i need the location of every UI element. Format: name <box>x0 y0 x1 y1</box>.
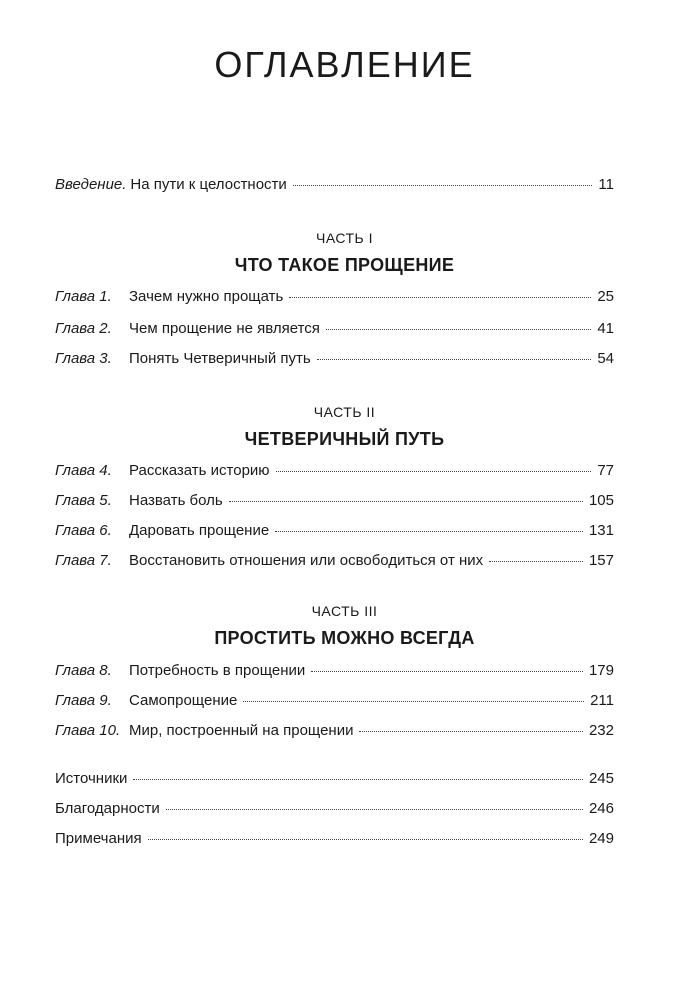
chapter-title: Мир, построенный на прощении <box>129 722 354 739</box>
chapter-title: Самопрощение <box>129 692 238 709</box>
toc-entry-chapter-9[interactable] <box>55 692 614 714</box>
dot-leader <box>293 184 593 186</box>
page-number: 41 <box>597 320 614 337</box>
toc-entry-chapter-8[interactable] <box>55 662 614 684</box>
toc-entry-chapter-5[interactable] <box>55 492 614 514</box>
chapter-title: Рассказать историю <box>129 462 270 479</box>
intro-title: На пути к целостности <box>130 176 287 193</box>
page-number: 249 <box>588 830 614 847</box>
dot-leader <box>148 838 583 840</box>
intro-label: Введение. <box>55 176 127 193</box>
page-number: 105 <box>588 492 614 509</box>
chapter-label: Глава 5. <box>55 492 112 509</box>
part-1-title: ЧТО ТАКОЕ ПРОЩЕНИЕ <box>234 255 455 275</box>
dot-leader <box>133 778 583 780</box>
page-number: 246 <box>588 800 614 817</box>
toc-entry-chapter-6[interactable] <box>55 522 614 544</box>
toc-entry-acknowledgements[interactable] <box>55 800 614 822</box>
page-number: 232 <box>588 722 614 739</box>
chapter-label: Глава 3. <box>55 350 112 367</box>
part-1-label: ЧАСТЬ I <box>315 230 374 246</box>
chapter-label: Глава 6. <box>55 522 112 539</box>
toc-entry-chapter-2[interactable] <box>55 320 614 342</box>
chapter-label: Глава 10. <box>55 722 121 739</box>
chapter-title: Зачем нужно прощать <box>129 288 284 305</box>
chapter-title: Понять Четверичный путь <box>129 350 311 367</box>
page-number: 131 <box>588 522 614 539</box>
chapter-label: Глава 2. <box>55 320 112 337</box>
part-3-title: ПРОСТИТЬ МОЖНО ВСЕГДА <box>214 628 475 648</box>
chapter-title: Восстановить отношения или освободиться от них <box>129 552 484 569</box>
page-number: 245 <box>588 770 614 787</box>
toc-entry-notes[interactable] <box>55 830 614 852</box>
page-number: 77 <box>597 462 614 479</box>
chapter-title: Даровать прощение <box>129 522 270 539</box>
page-number: 11 <box>598 176 614 193</box>
dot-leader <box>276 470 592 472</box>
dot-leader <box>311 670 583 672</box>
chapter-label: Глава 4. <box>55 462 112 479</box>
chapter-label: Глава 1. <box>55 288 112 305</box>
chapter-label: Глава 9. <box>55 692 112 709</box>
chapter-title: Назвать боль <box>129 492 223 509</box>
dot-leader <box>275 530 583 532</box>
dot-leader <box>489 560 583 562</box>
chapter-label: Глава 7. <box>55 552 112 569</box>
dot-leader <box>359 730 583 732</box>
part-2-label: ЧАСТЬ II <box>313 404 376 420</box>
dot-leader <box>243 700 584 702</box>
chapter-title: Чем прощение не является <box>129 320 320 337</box>
dot-leader <box>289 296 591 298</box>
page-number: 157 <box>588 552 614 569</box>
toc-entry-chapter-4[interactable] <box>55 462 614 484</box>
toc-entry-intro[interactable] <box>55 176 614 198</box>
page-title: ОГЛАВЛЕНИЕ <box>214 44 475 85</box>
page-number: 211 <box>590 692 614 709</box>
part-2-title: ЧЕТВЕРИЧНЫЙ ПУТЬ <box>244 429 445 449</box>
chapter-label: Глава 8. <box>55 662 112 679</box>
page-number: 54 <box>597 350 614 367</box>
dot-leader <box>229 500 583 502</box>
toc-entry-sources[interactable] <box>55 770 614 792</box>
page-number: 25 <box>597 288 614 305</box>
page-number: 179 <box>588 662 614 679</box>
part-3-label: ЧАСТЬ III <box>311 603 378 619</box>
toc-entry-chapter-10[interactable] <box>55 722 614 744</box>
chapter-title: Потребность в прощении <box>129 662 306 679</box>
toc-entry-chapter-7[interactable] <box>55 552 614 574</box>
back-matter-title: Источники <box>55 770 128 787</box>
dot-leader <box>326 328 591 330</box>
toc-entry-chapter-1[interactable] <box>55 288 614 310</box>
toc-entry-chapter-3[interactable] <box>55 350 614 372</box>
back-matter-title: Благодарности <box>55 800 160 817</box>
dot-leader <box>166 808 583 810</box>
dot-leader <box>317 358 592 360</box>
back-matter-title: Примечания <box>55 830 142 847</box>
